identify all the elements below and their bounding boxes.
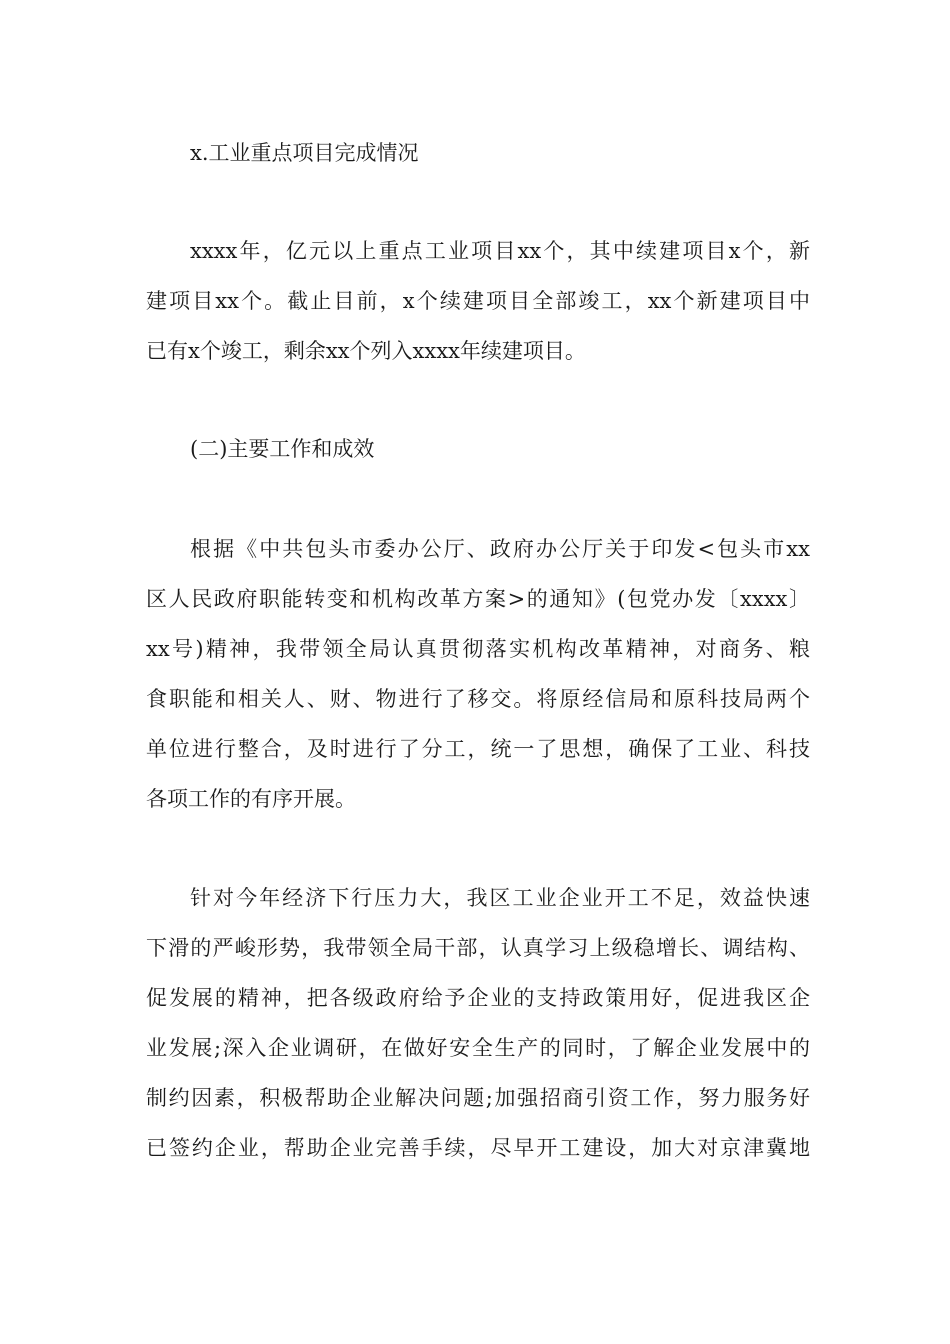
section-heading-main-work: (二)主要工作和成效 — [190, 437, 375, 461]
paragraph-line: 下滑的严峻形势，我带领全局干部，认真学习上级稳增长、调结构、 — [146, 936, 810, 960]
paragraph-line: 促发展的精神，把各级政府给予企业的支持政策用好，促进我区企 — [146, 986, 810, 1010]
paragraph-line: xx号)精神，我带领全局认真贯彻落实机构改革精神，对商务、粮 — [146, 637, 810, 661]
paragraph-line: 食职能和相关人、财、物进行了移交。将原经信局和原科技局两个 — [146, 687, 810, 711]
section-heading-industrial-projects: x.工业重点项目完成情况 — [190, 141, 419, 165]
paragraph-line: 业发展;深入企业调研，在做好安全生产的同时，了解企业发展中的 — [146, 1036, 810, 1060]
paragraph-line: 已签约企业，帮助企业完善手续，尽早开工建设，加大对京津冀地 — [146, 1136, 810, 1160]
paragraph-line: 针对今年经济下行压力大，我区工业企业开工不足，效益快速 — [190, 886, 810, 910]
paragraph-line: 建项目xx个。截止目前，x个续建项目全部竣工，xx个新建项目中 — [146, 289, 810, 313]
paragraph-line: 根据《中共包头市委办公厅、政府办公厅关于印发<包头市xx — [190, 537, 810, 561]
paragraph-economic-pressure — [146, 873, 810, 1173]
paragraph-line: 各项工作的有序开展。 — [146, 787, 356, 811]
paragraph-project-summary — [146, 226, 810, 376]
paragraph-line: 单位进行整合，及时进行了分工，统一了思想，确保了工业、科技 — [146, 737, 810, 761]
paragraph-institutional-reform — [146, 524, 810, 824]
paragraph-line: 区人民政府职能转变和机构改革方案>的通知》(包党办发〔xxxx〕 — [146, 587, 810, 611]
paragraph-line: xxxx年，亿元以上重点工业项目xx个，其中续建项目x个，新 — [190, 239, 810, 263]
paragraph-line: 已有x个竣工，剩余xx个列入xxxx年续建项目。 — [146, 339, 586, 363]
paragraph-line: 制约因素，积极帮助企业解决问题;加强招商引资工作，努力服务好 — [146, 1086, 810, 1110]
